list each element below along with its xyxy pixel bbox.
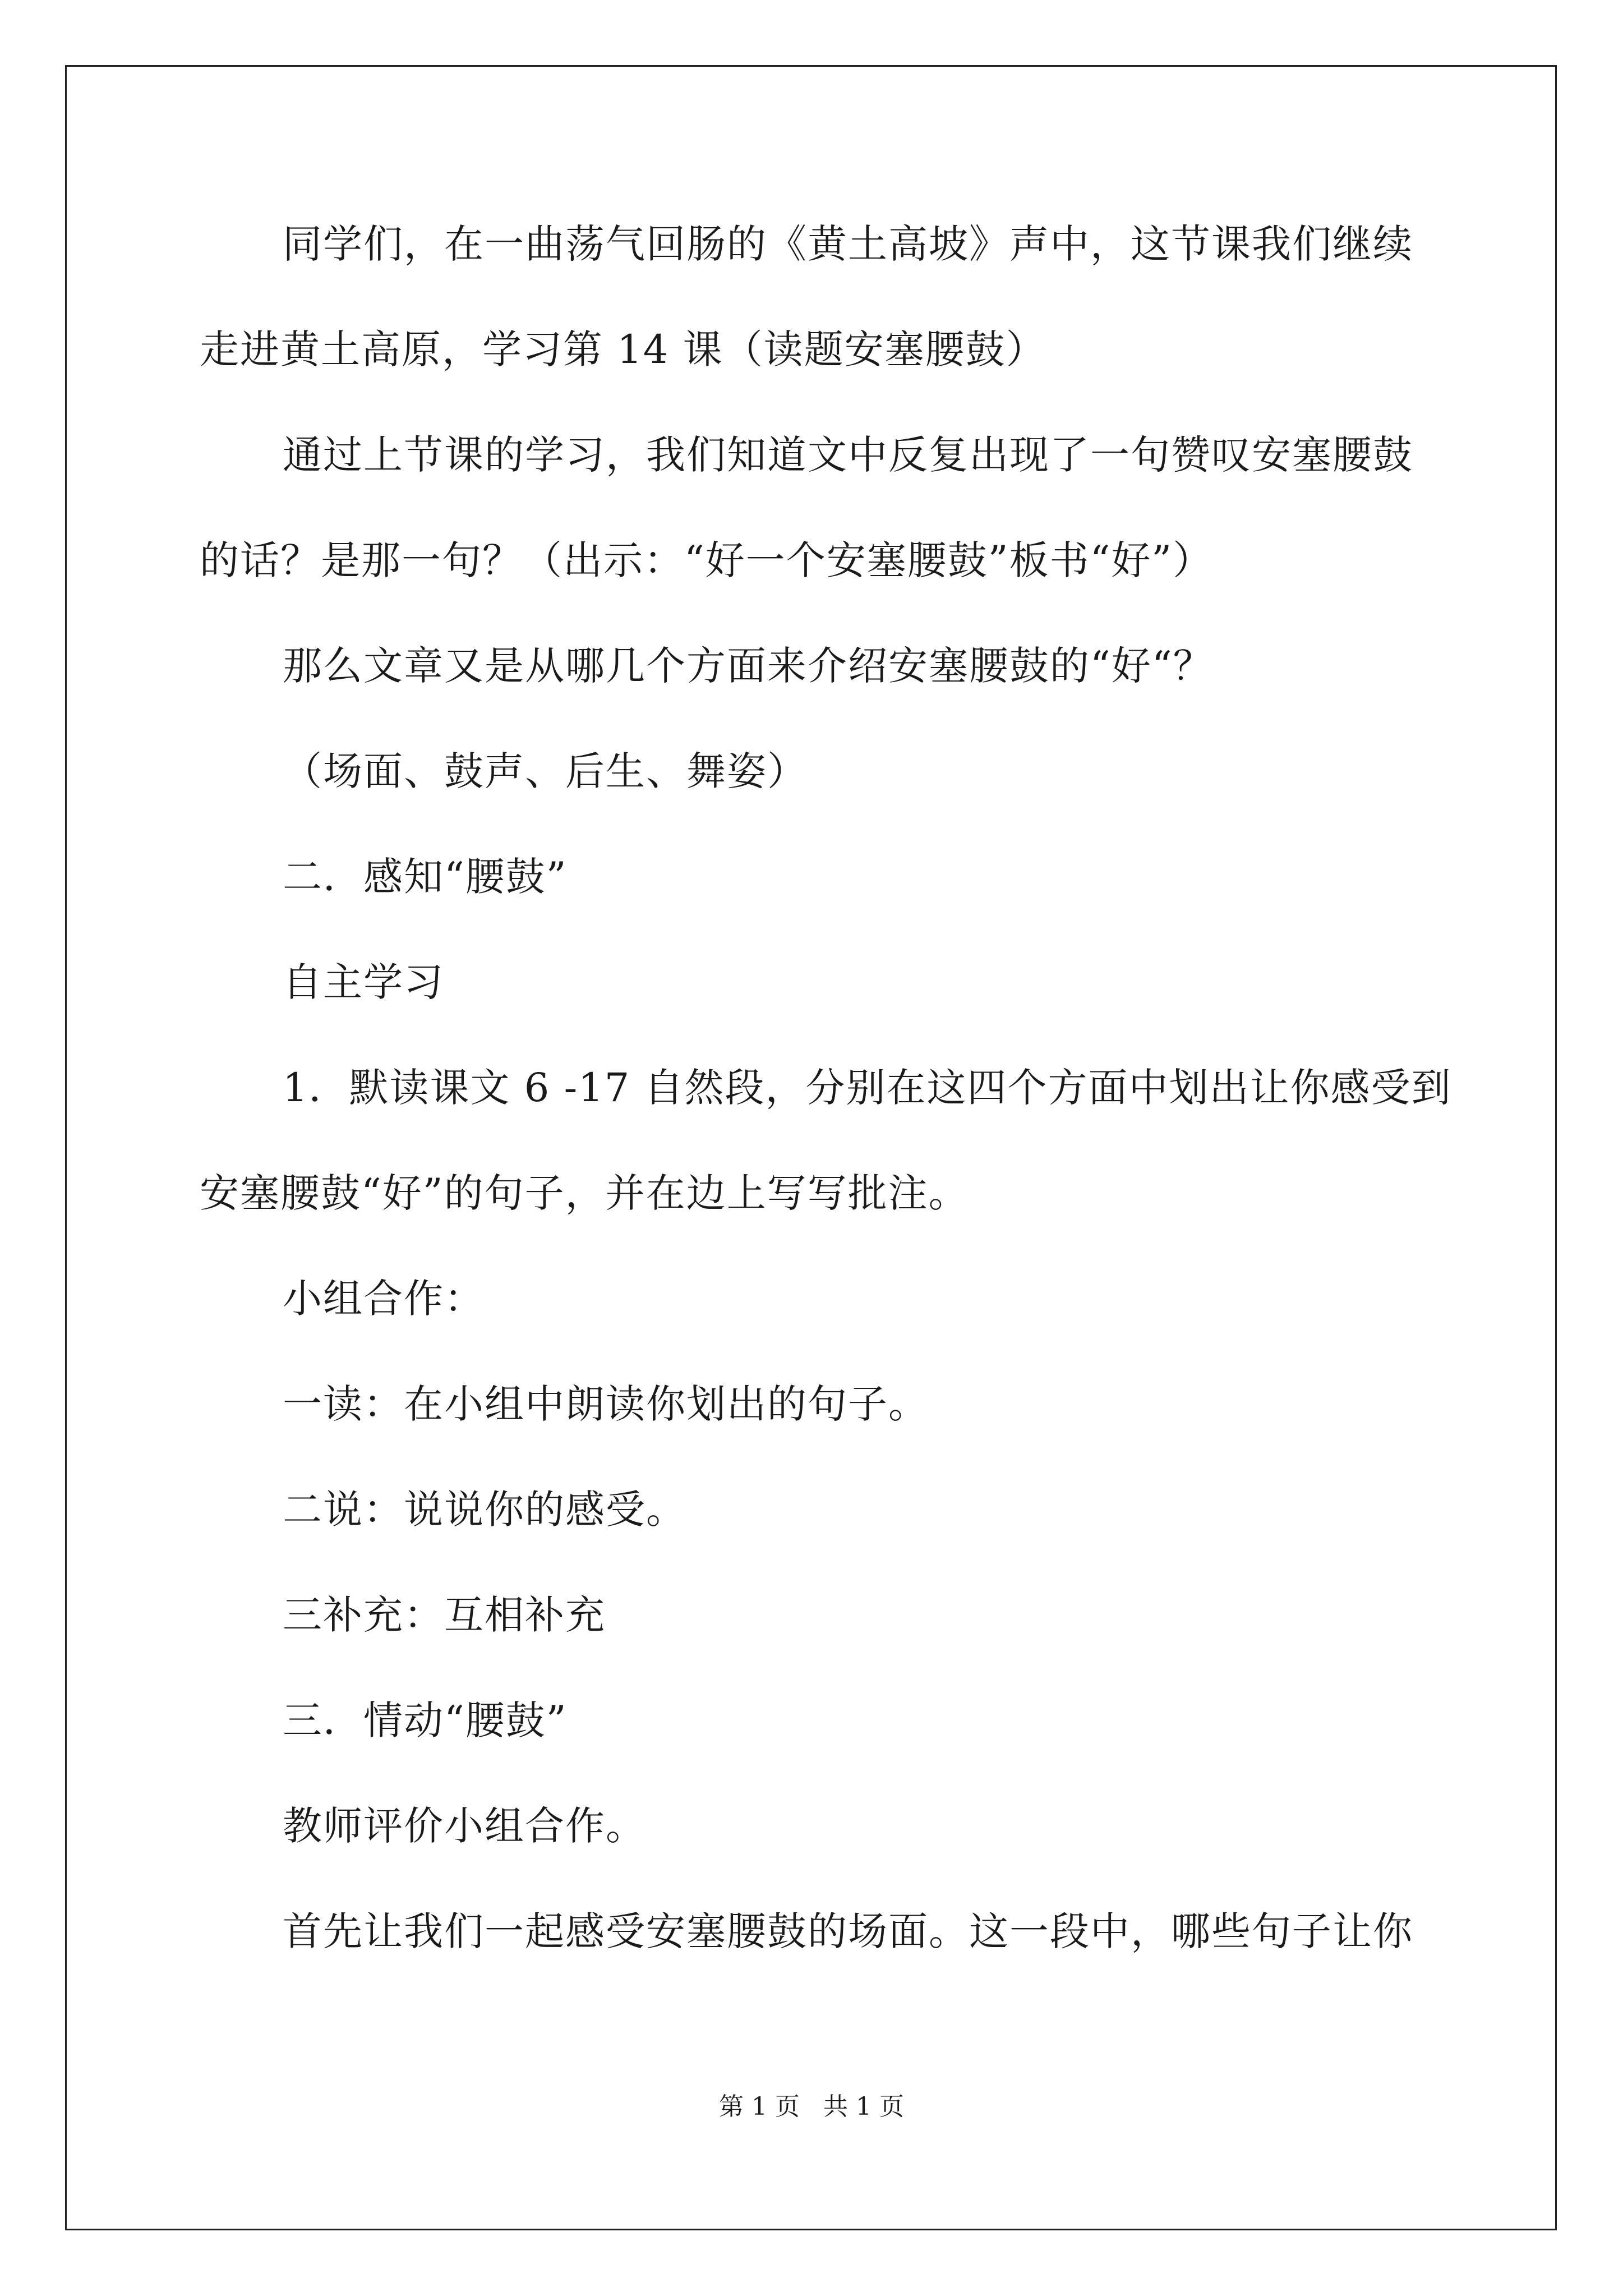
text-line-9: 1．默读课文 6 -17 自然段，分别在这四个方面中划出让你感受到 [283,1065,1452,1111]
text-line-3: 通过上节课的学习，我们知道文中反复出现了一句赞叹安塞腰鼓 [283,432,1413,478]
text-line-12: 一读：在小组中朗读你划出的句子。 [283,1381,929,1427]
text-line-8: 自主学习 [283,959,444,1005]
section-heading-3: 三．情动“腰鼓” [283,1697,568,1743]
text-line-6: （场面、鼓声、后生、舞姿） [283,748,808,794]
section-heading-2: 二．感知“腰鼓” [283,854,568,900]
text-line-14: 三补充：互相补充 [283,1592,606,1638]
text-line-4: 的话？是那一句？（出示：“好一个安塞腰鼓”板书“好”） [200,537,1214,583]
text-line-17: 首先让我们一起感受安塞腰鼓的场面。这一段中，哪些句子让你 [283,1908,1413,1954]
text-line-1: 同学们，在一曲荡气回肠的《黄土高坡》声中，这节课我们继续 [283,221,1413,267]
text-line-11: 小组合作： [283,1276,485,1322]
text-line-16: 教师评价小组合作。 [283,1803,646,1849]
text-line-13: 二说：说说你的感受。 [283,1487,686,1533]
page-footer: 第 1 页 共 1 页 [719,2092,904,2121]
document-body [200,219,1452,2012]
text-line-10: 安塞腰鼓“好”的句子，并在边上写写批注。 [200,1170,969,1216]
text-line-2: 走进黄土高原，学习第 14 课（读题安塞腰鼓） [200,326,1046,372]
text-line-5: 那么文章又是从哪几个方面来介绍安塞腰鼓的“好“？ [283,643,1214,689]
